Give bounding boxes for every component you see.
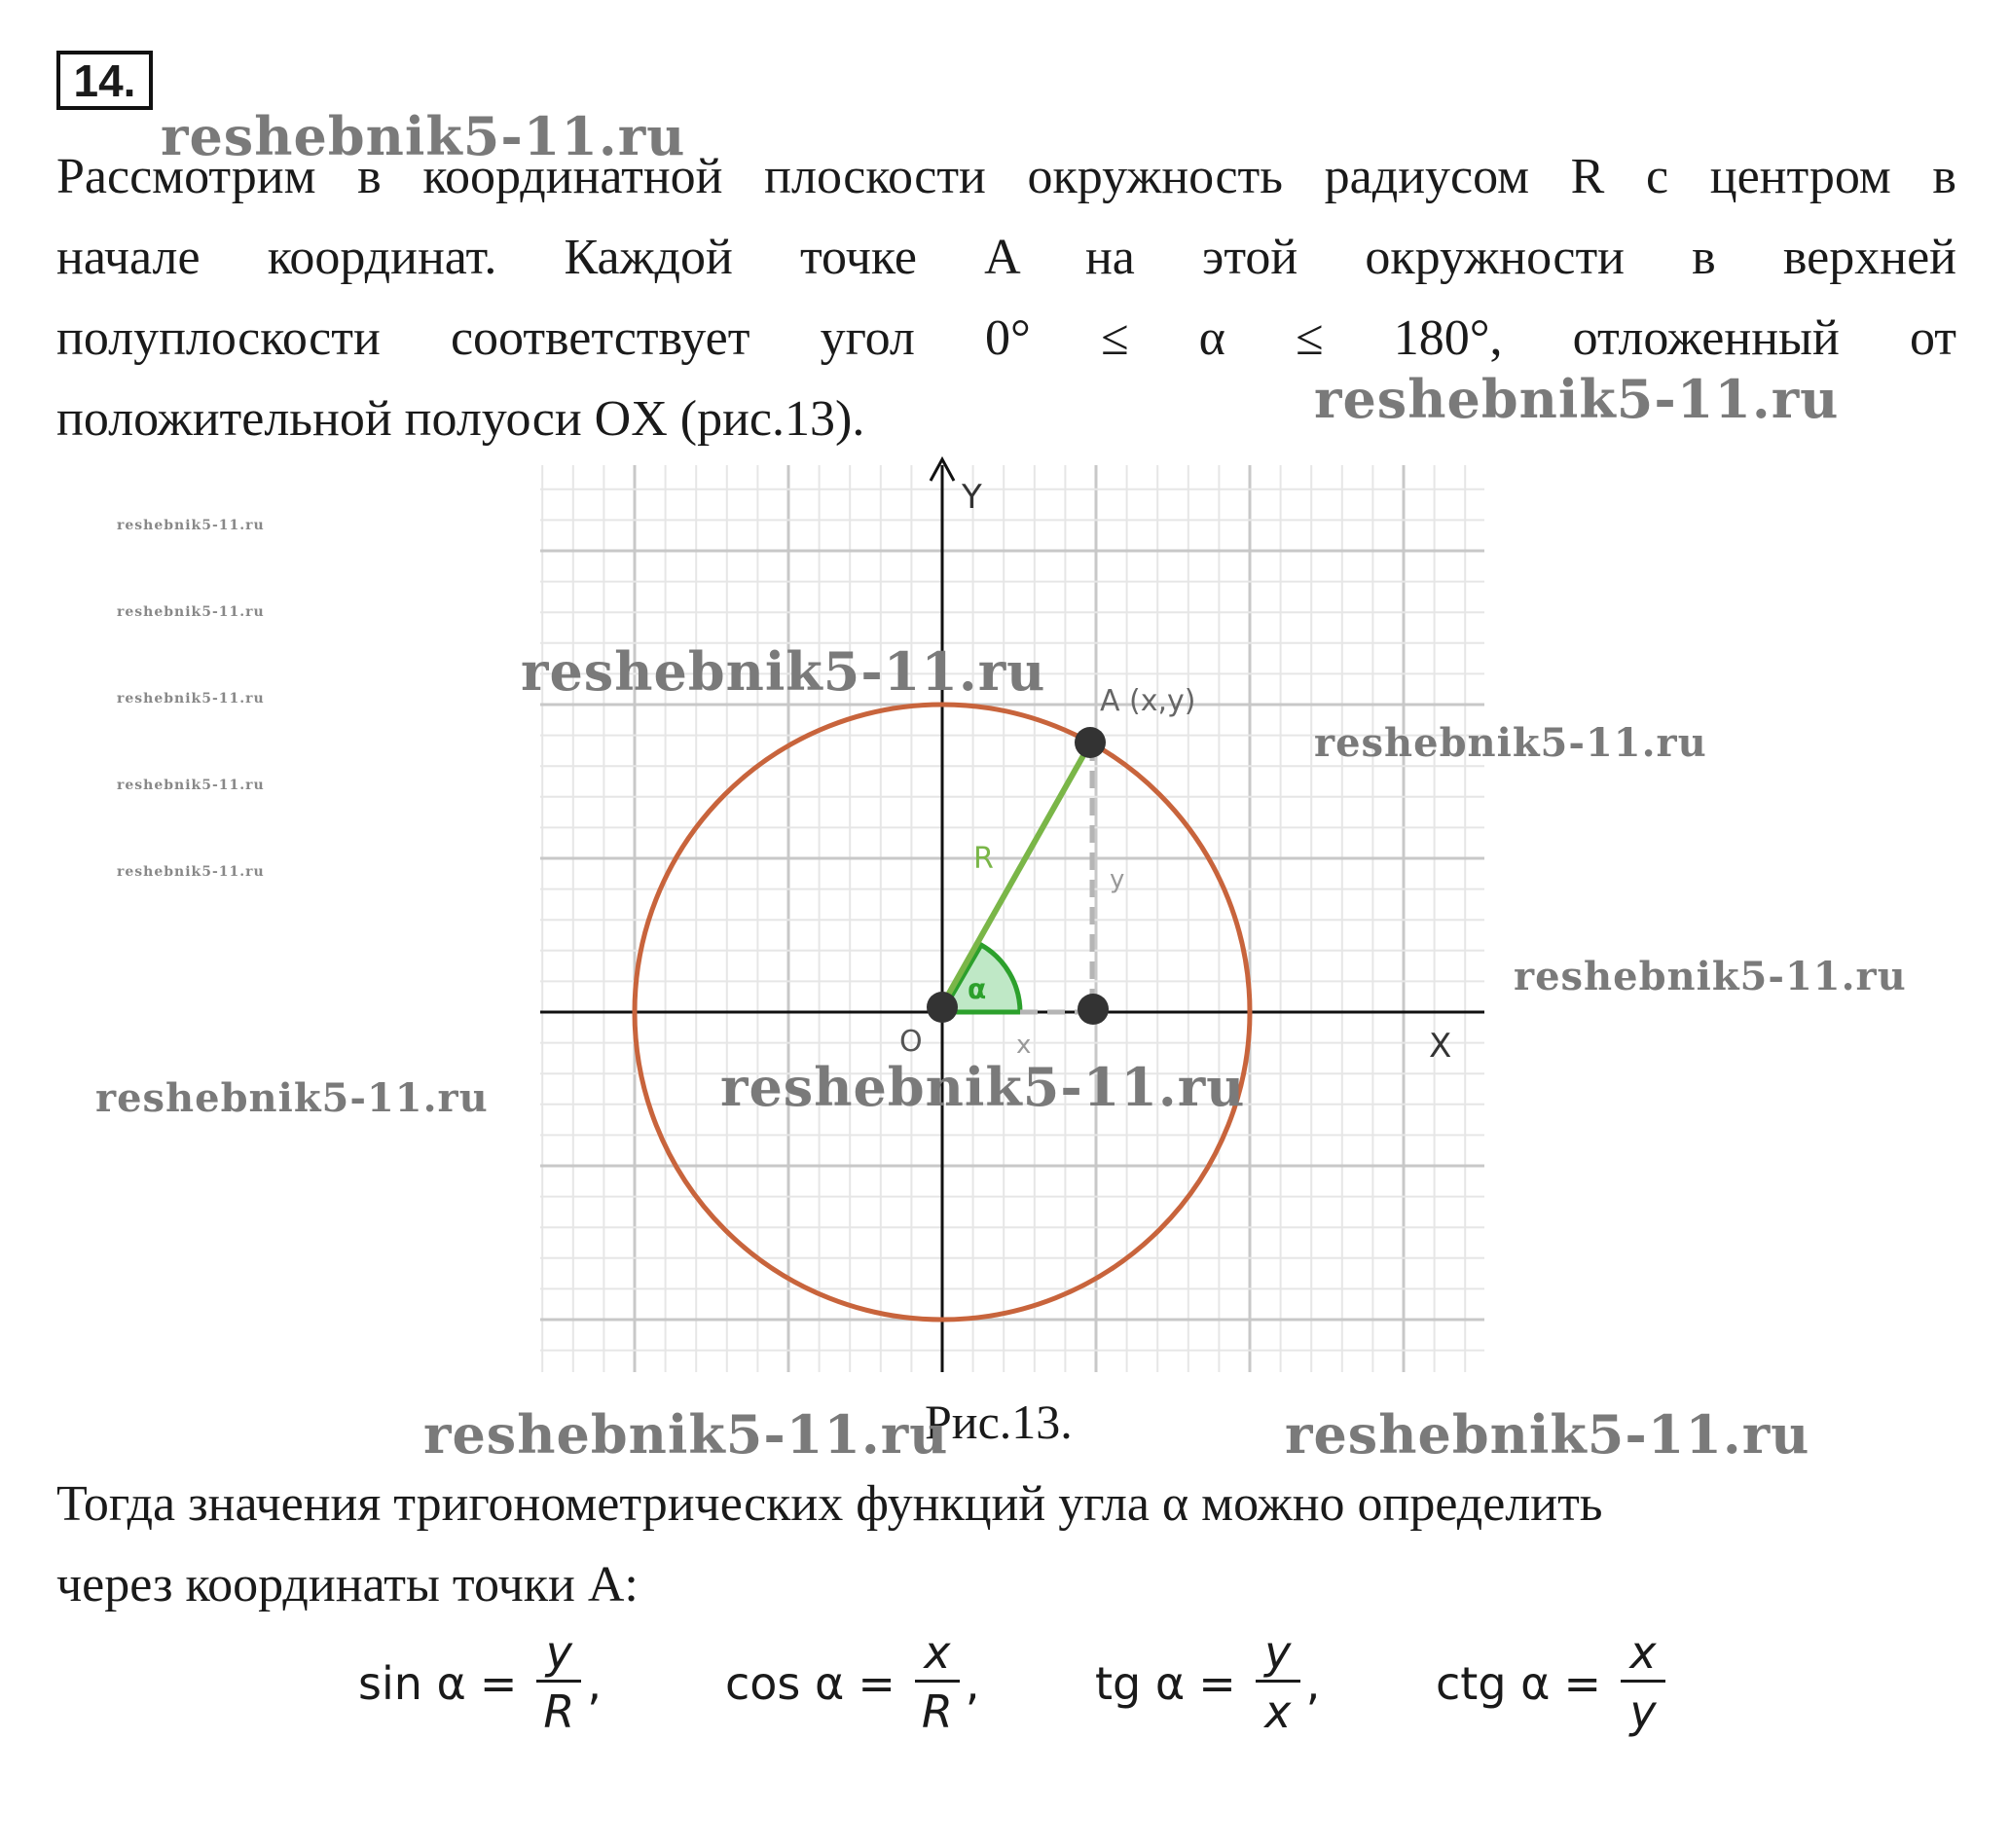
y-projection-label: y <box>1110 865 1125 894</box>
figure-caption: Рис.13. <box>925 1395 1073 1449</box>
watermark: reshebnik5-11.ru <box>720 1056 1246 1118</box>
formula-separator: , <box>965 1656 980 1710</box>
x-projection-label: x <box>1016 1031 1032 1060</box>
angle-label: α <box>968 973 987 1005</box>
intro-line-2: начале координат. Каждой точке A на этой окружности в верхней <box>56 230 1956 285</box>
watermark: reshebnik5-11.ru <box>117 518 265 533</box>
formula-numerator: x <box>924 1626 951 1679</box>
formula-numerator: y <box>1264 1626 1292 1679</box>
formula-fn: cos α <box>725 1656 845 1710</box>
y-axis-label: Y <box>962 478 982 517</box>
formula-separator: , <box>587 1656 603 1710</box>
formula-ctg: ctg α = $\frac{x}{y}$ <box>1436 1625 1671 1741</box>
conclusion-line-2: через координаты точки A: <box>56 1557 639 1612</box>
grid <box>540 465 1484 1372</box>
watermark: reshebnik5-11.ru <box>1314 368 1840 430</box>
origin-point <box>927 992 958 1023</box>
watermark: reshebnik5-11.ru <box>521 640 1046 703</box>
formula-denominator: R <box>921 1685 953 1738</box>
watermark: reshebnik5-11.ru <box>423 1403 949 1466</box>
formula-sin: sin α = $\frac{y}{R}$ , <box>358 1625 602 1741</box>
watermark: reshebnik5-11.ru <box>95 1075 489 1121</box>
x-point <box>1078 994 1109 1025</box>
watermark: reshebnik5-11.ru <box>1314 720 1707 766</box>
conclusion-line-1: Тогда значения тригонометрических функций угла α можно определить <box>56 1476 1603 1532</box>
intro-line-1: Рассмотрим в координатной плоскости окружность радиусом R с центром в <box>56 149 1956 204</box>
radius-segment <box>942 743 1090 1005</box>
intro-line-4: положительной полуоси OX (рис.13). <box>56 391 865 447</box>
formula-denominator: x <box>1264 1685 1292 1738</box>
formula-fn: sin α <box>358 1656 466 1710</box>
intro-line-3: полуплоскости соответствует угол 0° ≤ α ≤ 180°, отложенный от <box>56 310 1956 366</box>
formula-separator: , <box>1305 1656 1321 1710</box>
watermark: reshebnik5-11.ru <box>161 105 686 167</box>
formula-tg: tg α = $\frac{y}{x}$ , <box>1095 1625 1320 1741</box>
point-a-label: A (x,y) <box>1100 684 1196 718</box>
watermark: reshebnik5-11.ru <box>1285 1403 1810 1466</box>
watermark: reshebnik5-11.ru <box>117 691 265 707</box>
conclusion-paragraph <box>56 1464 1956 1625</box>
formula-fn: ctg α <box>1436 1656 1551 1710</box>
formula-fn: tg α <box>1095 1656 1186 1710</box>
origin-label: O <box>899 1025 923 1059</box>
formula-denominator: R <box>543 1685 575 1738</box>
x-axis-label: X <box>1429 1027 1452 1066</box>
radius-label: R <box>973 842 994 876</box>
formula-numerator: x <box>1629 1626 1657 1679</box>
formula-denominator: y <box>1629 1685 1657 1738</box>
problem-number: 14. <box>56 51 153 110</box>
watermark: reshebnik5-11.ru <box>1514 954 1907 999</box>
watermark: reshebnik5-11.ru <box>117 778 265 793</box>
formula-numerator: y <box>545 1626 573 1679</box>
point-a <box>1075 727 1106 758</box>
watermark: reshebnik5-11.ru <box>117 604 265 620</box>
formula-cos: cos α = $\frac{x}{R}$ , <box>725 1625 980 1741</box>
watermark: reshebnik5-11.ru <box>117 864 265 880</box>
